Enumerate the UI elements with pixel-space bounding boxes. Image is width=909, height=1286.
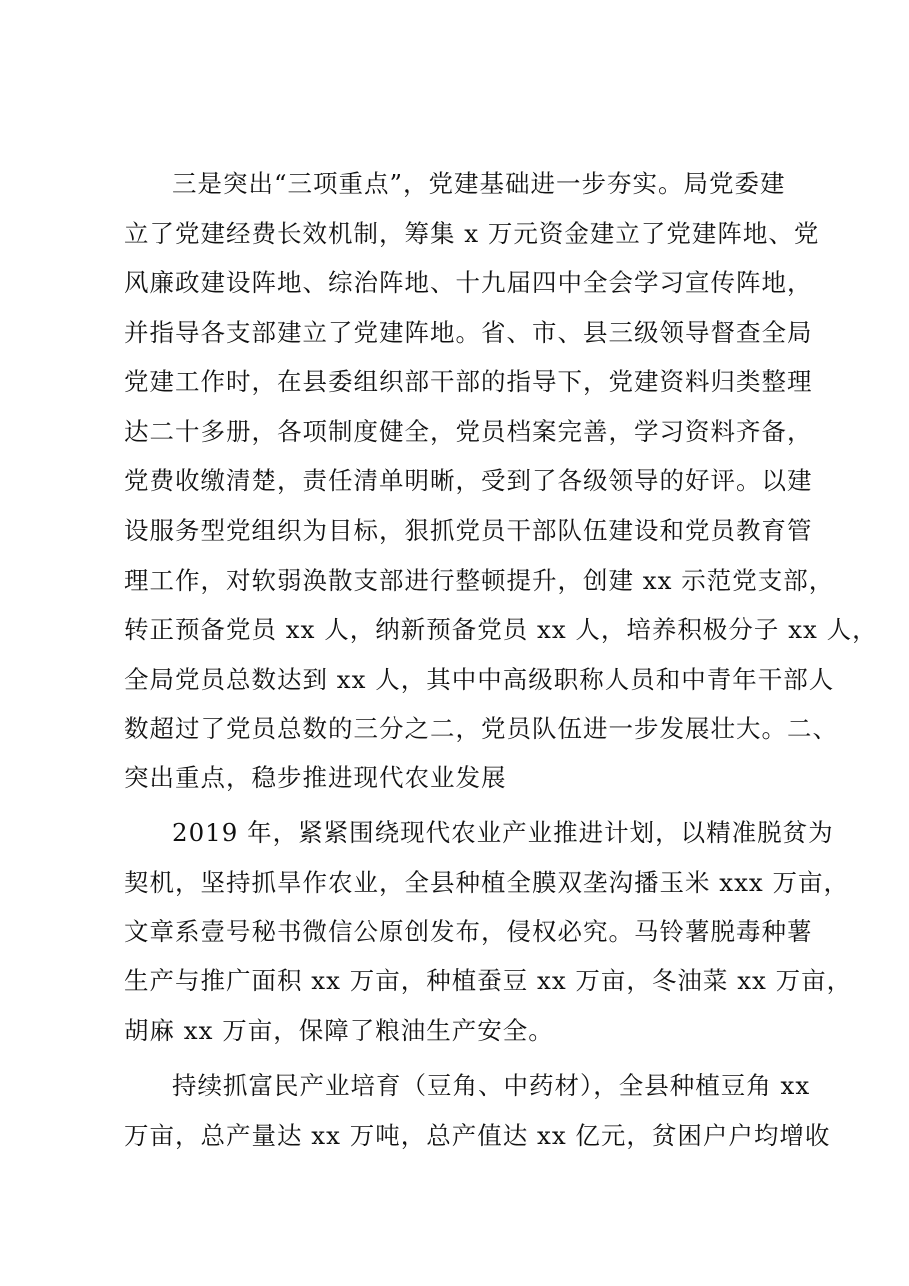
paragraph-1-line-5: 党建工作时，在县委组织部干部的指导下，党建资料归类整理 [124, 367, 813, 396]
paragraph-1-line-12: 数超过了党员总数的三分之二，党员队伍进一步发展壮大。二、 [124, 714, 838, 743]
paragraph-1-line-4: 并指导各支部建立了党建阵地。省、市、县三级领导督查全局 [124, 318, 813, 347]
paragraph-1-line-2: 立了党建经费长效机制，筹集 x 万元资金建立了党建阵地、党 [124, 219, 820, 248]
paragraph-1-line-9: 理工作，对软弱涣散支部进行整顿提升，创建 xx 示范党支部， [124, 566, 835, 595]
paragraph-1-line-10: 转正预备党员 xx 人，纳新预备党员 xx 人，培养积极分子 xx 人， [124, 615, 878, 644]
paragraph-1-line-11: 全局党员总数达到 xx 人，其中中高级职称人员和中青年干部人 [124, 665, 835, 694]
paragraph-1-line-6: 达二十多册，各项制度健全，党员档案完善，学习资料齐备， [124, 417, 813, 446]
paragraph-1-line-8: 设服务型党组织为目标，狠抓党员干部队伍建设和党员教育管 [124, 516, 813, 545]
paragraph-1-line-1: 三是突出“三项重点”，党建基础进一步夯实。局党委建 [172, 169, 786, 198]
paragraph-3-line-2: 万亩，总产量达 xx 万吨，总产值达 xx 亿元，贫困户户均增收 [124, 1121, 831, 1150]
paragraph-2-line-2: 契机，坚持抓旱作农业，全县种植全膜双垄沟播玉米 xxx 万亩， [124, 868, 850, 897]
paragraph-1-line-7: 党费收缴清楚，责任清单明晰，受到了各级领导的好评。以建 [124, 466, 813, 495]
paragraph-1-line-3: 风廉政建设阵地、综治阵地、十九届四中全会学习宣传阵地， [124, 268, 813, 297]
paragraph-2-line-4: 生产与推广面积 xx 万亩，种植蚕豆 xx 万亩，冬油菜 xx 万亩， [124, 966, 853, 995]
paragraph-2-line-3: 文章系壹号秘书微信公原创发布，侵权必究。马铃薯脱毒种薯 [124, 917, 813, 946]
paragraph-2-line-1: 2019 年，紧紧围绕现代农业产业推进计划，以精准脱贫为 [172, 818, 834, 847]
paragraph-3-line-1: 持续抓富民产业培育（豆角、中药材），全县种植豆角 xx [172, 1071, 811, 1100]
paragraph-1-line-13: 突出重点，稳步推进现代农业发展 [124, 763, 507, 792]
paragraph-2-line-5: 胡麻 xx 万亩，保障了粮油生产安全。 [124, 1016, 554, 1045]
